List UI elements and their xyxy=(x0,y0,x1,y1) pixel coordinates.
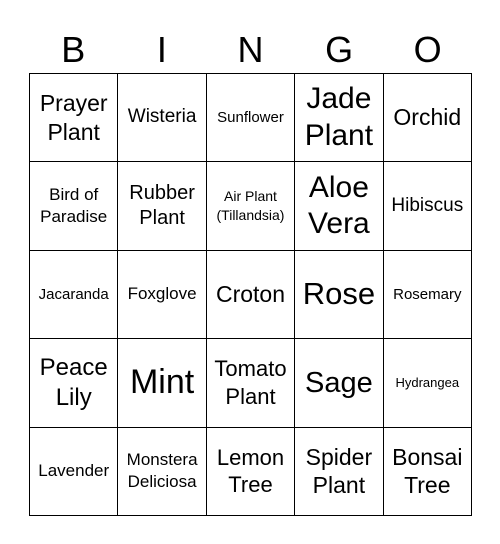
bingo-cell[interactable]: Air Plant (Tillandsia) xyxy=(207,162,295,250)
bingo-cell[interactable]: Bonsai Tree xyxy=(384,428,472,516)
bingo-cell[interactable]: Sage xyxy=(295,339,383,427)
bingo-cell[interactable]: Monstera Deliciosa xyxy=(118,428,206,516)
header-letter-o: O xyxy=(413,29,442,70)
header-letter-b: B xyxy=(61,29,86,70)
bingo-cell[interactable]: Rubber Plant xyxy=(118,162,206,250)
bingo-cell[interactable]: Aloe Vera xyxy=(295,162,383,250)
bingo-cell[interactable]: Rosemary xyxy=(384,251,472,339)
bingo-cell[interactable]: Jacaranda xyxy=(30,251,118,339)
bingo-cell[interactable]: Croton xyxy=(207,251,295,339)
bingo-cell[interactable]: Wisteria xyxy=(118,74,206,162)
bingo-cell[interactable]: Tomato Plant xyxy=(207,339,295,427)
bingo-cell[interactable]: Spider Plant xyxy=(295,428,383,516)
bingo-cell[interactable]: Sunflower xyxy=(207,74,295,162)
bingo-cell[interactable]: Hydrangea xyxy=(384,339,472,427)
bingo-cell[interactable]: Lemon Tree xyxy=(207,428,295,516)
header-letter-n: N xyxy=(237,29,264,70)
bingo-cell[interactable]: Foxglove xyxy=(118,251,206,339)
bingo-cell[interactable]: Orchid xyxy=(384,74,472,162)
bingo-cell[interactable]: Hibiscus xyxy=(384,162,472,250)
bingo-cell[interactable]: Lavender xyxy=(30,428,118,516)
bingo-grid xyxy=(29,73,472,516)
bingo-cell[interactable]: Rose xyxy=(295,251,383,339)
header-letter-g: G xyxy=(325,29,354,70)
bingo-cell[interactable]: Mint xyxy=(118,339,206,427)
bingo-cell[interactable]: Peace Lily xyxy=(30,339,118,427)
bingo-cell[interactable]: Prayer Plant xyxy=(30,74,118,162)
bingo-header xyxy=(29,26,472,74)
bingo-cell[interactable]: Jade Plant xyxy=(295,74,383,162)
header-letter-i: I xyxy=(156,29,167,70)
bingo-cell[interactable]: Bird of Paradise xyxy=(30,162,118,250)
